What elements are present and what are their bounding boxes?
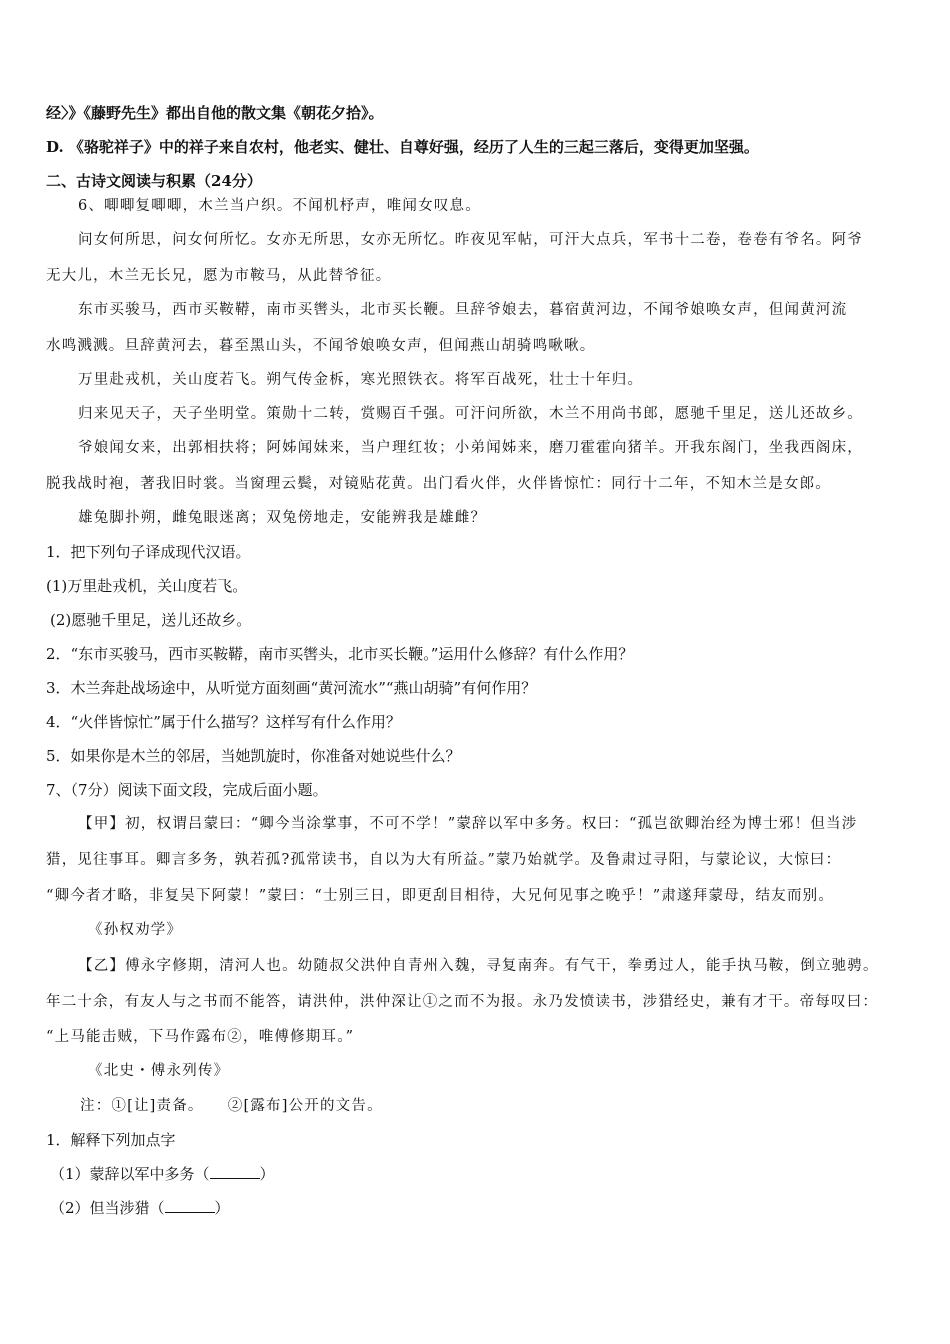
question-1-item-1: (1)万里赴戎机，关山度若飞。: [46, 577, 248, 595]
question-7-1: 1．解释下列加点字: [46, 1131, 176, 1149]
poem-paragraph-cont: 脱我战时袍，著我旧时裳。当窗理云鬓，对镜贴花黄。出门看火伴，火伴皆惊忙：同行十二年，不知木兰是女郎。: [46, 476, 831, 492]
poem-paragraph-cont: 无大儿，木兰无长兄，愿为市鞍马，从此替爷征。: [46, 268, 392, 284]
question-2: 2．“东市买骏马，西市买鞍鞯，南市买辔头，北市买长鞭。”运用什么修辞？有什么作用？: [46, 645, 634, 663]
question-7-1-item-2: [50, 1198, 230, 1218]
poem-paragraph: 6、唧唧复唧唧，木兰当户织。不闻机杼声，唯闻女叹息。: [78, 198, 481, 214]
question-4: 4．“火伴皆惊忙”属于什么描写？这样写有什么作用？: [46, 713, 401, 731]
passage-yi-source: 《北史・傅永列传》: [88, 1063, 230, 1079]
poem-paragraph: 爷娘闻女来，出郭相扶将；阿姊闻妹来，当户理红妆；小弟闻姊来，磨刀霍霍向猪羊。开我东阁门，坐我西阁床，: [78, 440, 863, 456]
question-7-1-item-1: [50, 1164, 275, 1184]
section-title: 二、古诗文阅读与积累（24分）: [46, 172, 262, 190]
text-line: 经〉》《藤野先生》都出自他的散文集《朝花夕拾》。: [46, 104, 384, 122]
item-text: （1）蒙辞以军中多务（: [50, 1165, 210, 1183]
question-3: 3．木兰奔赴战场途中，从听觉方面刻画“黄河流水”“燕山胡骑”有何作用？: [46, 679, 537, 697]
item-close: ）: [214, 1199, 230, 1217]
poem-paragraph-cont: 水鸣溅溅。旦辞黄河去，暮至黑山头，不闻爷娘唤女声，但闻燕山胡骑鸣啾啾。: [46, 338, 596, 354]
poem-paragraph: 万里赴戎机，关山度若飞。朔气传金柝，寒光照铁衣。将军百战死，壮士十年归。: [78, 372, 644, 388]
passage-jia: 【甲】初，权谓吕蒙曰：“卿今当涂掌事，不可不学！”蒙辞以军中多务。权曰：“孤岂欲卿治经为博士邪！但当涉: [78, 816, 858, 832]
passage-yi-cont: 年二十余，有友人与之书而不能答，请洪仲，洪仲深让①之而不为报。永乃发愤读书，涉猎经史，兼有才干。帝每叹曰：: [46, 994, 879, 1010]
passage-jia-source: 《孙权劝学》: [88, 922, 183, 938]
annotation-note: 注：①[让]责备。 ②[露布]公开的文告。: [80, 1098, 383, 1114]
question-5: 5．如果你是木兰的邻居，当她凯旋时，你准备对她说些什么？: [46, 747, 461, 765]
passage-jia-cont: “卿今者才略，非复吴下阿蒙！”蒙曰：“士别三日，即更刮目相待，大兄何见事之晚乎！”肃遂拜蒙母，结友而别。: [46, 888, 835, 904]
option-d: D. 《骆驼祥子》中的祥子来自农村，他老实、健壮、自尊好强，经历了人生的三起三落后，变得更加坚强。: [46, 138, 759, 156]
passage-yi-cont: “上马能击贼，下马作露布②，唯傅修期耳。”: [46, 1029, 355, 1045]
question-1-item-2: (2)愿驰千里足，送儿还故乡。: [50, 611, 252, 629]
answer-blank[interactable]: [210, 1164, 260, 1179]
item-close: ）: [259, 1165, 275, 1183]
item-text: （2）但当涉猎（: [50, 1199, 165, 1217]
passage-yi: 【乙】傅永字修期，清河人也。幼随叔父洪仲自青州入魏，寻复南奔。有气干，拳勇过人，能手执马鞍，倒立驰骋。: [78, 958, 879, 974]
poem-paragraph: 问女何所思，问女何所忆。女亦无所思，女亦无所忆。昨夜见军帖，可汗大点兵，军书十二卷，卷卷有爷名。阿爷: [78, 232, 863, 248]
passage-jia-cont: 猎，见往事耳。卿言多务，孰若孤?孤常读书，自以为大有所益。”蒙乃始就学。及鲁肃过寻阳，与蒙论议，大惊曰：: [46, 852, 842, 868]
poem-paragraph: 归来见天子，天子坐明堂。策勋十二转，赏赐百千强。可汗问所欲，木兰不用尚书郎，愿驰千里足，送儿还故乡。: [78, 406, 863, 422]
answer-blank[interactable]: [165, 1198, 215, 1213]
question-1: 1．把下列句子译成现代汉语。: [46, 543, 251, 561]
poem-paragraph: 雄兔脚扑朔，雌兔眼迷离；双兔傍地走，安能辨我是雄雌？: [78, 510, 487, 526]
poem-paragraph: 东市买骏马，西市买鞍鞯，南市买辔头，北市买长鞭。旦辞爷娘去，暮宿黄河边，不闻爷娘唤女声，但闻黄河流: [78, 302, 848, 318]
question-7-title: 7、（7分）阅读下面文段，完成后面小题。: [46, 781, 328, 799]
